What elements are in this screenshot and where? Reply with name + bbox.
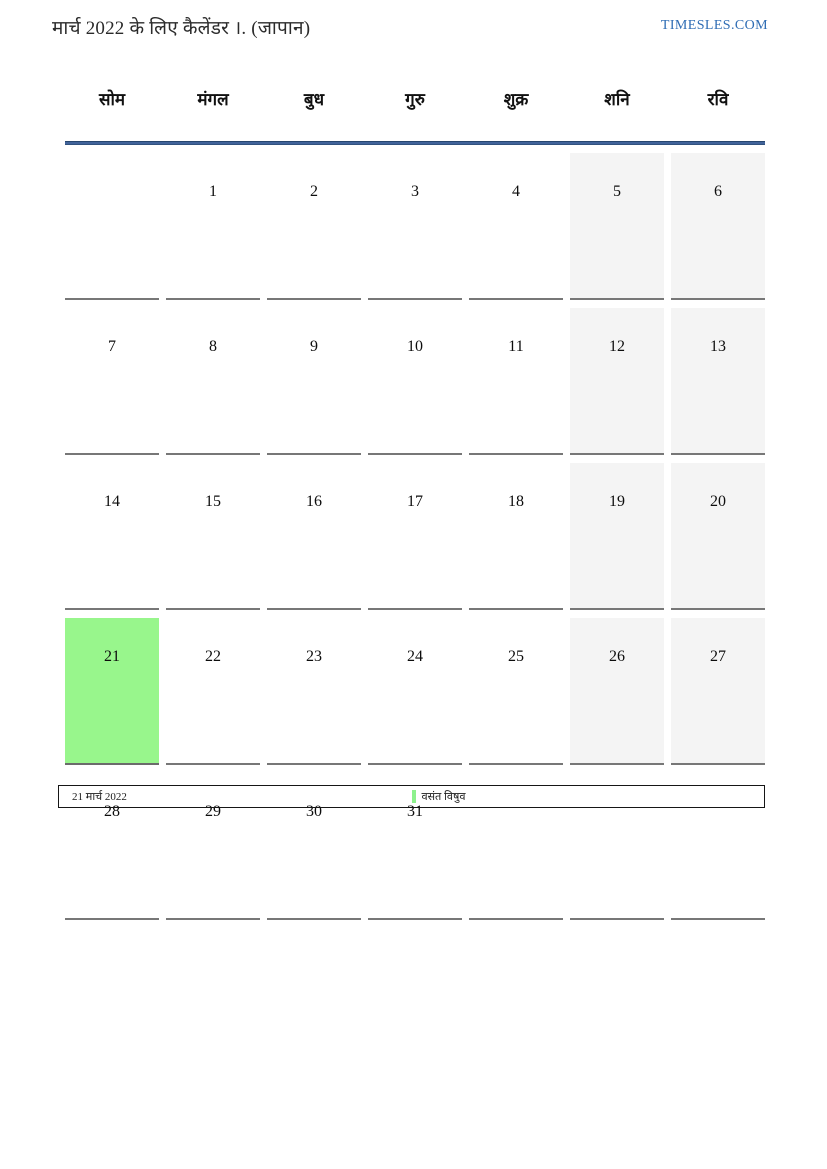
day-cell-11: 11	[469, 308, 563, 455]
header-bar	[52, 14, 768, 40]
day-cell-23: 23	[267, 618, 361, 765]
day-cell-6: 6	[671, 153, 765, 300]
day-cell-16: 16	[267, 463, 361, 610]
day-cell-empty	[65, 153, 159, 300]
day-cell-25: 25	[469, 618, 563, 765]
page-title: मार्च 2022 के लिए कैलेंडर ।. (जापान)	[52, 18, 311, 39]
day-cell-22: 22	[166, 618, 260, 765]
legend-event-label: वसंत विषुव	[421, 791, 466, 803]
weekday-tue: मंगल	[197, 90, 229, 109]
day-cell-28: 28	[65, 773, 159, 920]
event-marker-icon	[412, 790, 416, 803]
day-cell-1: 1	[166, 153, 260, 300]
header-rule	[65, 141, 765, 145]
day-cell-29: 29	[166, 773, 260, 920]
legend-event	[412, 789, 466, 804]
weekday-fri: शुक्र	[503, 90, 529, 109]
day-cell-2: 2	[267, 153, 361, 300]
weekday-header-row	[65, 85, 765, 115]
legend-date: 21 मार्च 2022	[72, 791, 127, 803]
day-cell-30: 30	[267, 773, 361, 920]
day-cell-10: 10	[368, 308, 462, 455]
day-cell-17: 17	[368, 463, 462, 610]
weekday-sun: रवि	[707, 90, 729, 109]
day-cell-20: 20	[671, 463, 765, 610]
weekday-mon: सोम	[98, 90, 126, 109]
legend-bar	[58, 785, 765, 808]
day-cell-7: 7	[65, 308, 159, 455]
day-cell-13: 13	[671, 308, 765, 455]
day-cell-18: 18	[469, 463, 563, 610]
day-cell-15: 15	[166, 463, 260, 610]
day-cell-19: 19	[570, 463, 664, 610]
weekday-wed: बुध	[303, 90, 325, 109]
day-cell-8: 8	[166, 308, 260, 455]
day-cell-3: 3	[368, 153, 462, 300]
day-cell-14: 14	[65, 463, 159, 610]
day-cell-5: 5	[570, 153, 664, 300]
site-link[interactable]: TIMESLES.COM	[660, 18, 768, 33]
day-cell-24: 24	[368, 618, 462, 765]
day-cell-27: 27	[671, 618, 765, 765]
weekday-thu: गुरु	[405, 90, 425, 109]
day-cell-31: 31	[368, 773, 462, 920]
day-cell-9: 9	[267, 308, 361, 455]
day-cell-4: 4	[469, 153, 563, 300]
day-cell-26: 26	[570, 618, 664, 765]
day-cell-12: 12	[570, 308, 664, 455]
day-cell-21-highlighted: 21	[65, 618, 159, 765]
weekday-sat: शनि	[604, 90, 630, 109]
